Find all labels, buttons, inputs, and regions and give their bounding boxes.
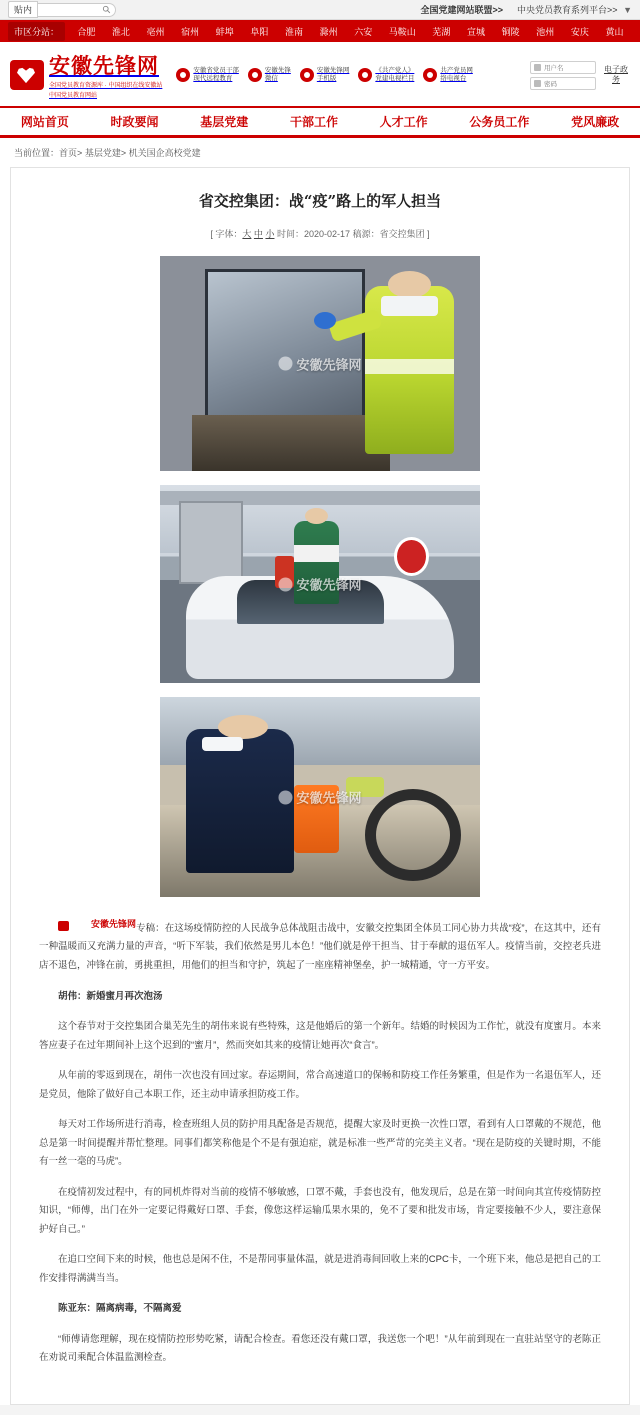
city-link-tongling[interactable]: 铜陵 [501, 26, 520, 37]
red-dot-icon [176, 68, 190, 82]
photo-worker-disinfecting-car-at-toll [160, 485, 480, 683]
watermark [278, 354, 361, 373]
photo-worker-cleaning-bus-interior [160, 697, 480, 897]
channel-1-line-1: 安徽省党员干部 [193, 66, 239, 74]
stop-sign-shape [394, 537, 429, 577]
search-icon [102, 5, 111, 14]
breadcrumb-item-grassroots[interactable]: 基层党建 [84, 148, 121, 159]
font-size-large[interactable]: 大 [242, 229, 252, 240]
channel-1-line-2: 现代远程教育 [193, 75, 233, 83]
city-link-suzhou[interactable]: 宿州 [181, 26, 200, 37]
article-meta [37, 227, 603, 240]
site-name: 安徽先锋网 [49, 53, 159, 78]
breadcrumb [0, 138, 640, 167]
meta-source-value: 省交控集团 [379, 229, 425, 240]
city-link-bozhou[interactable]: 亳州 [146, 26, 165, 37]
site-scope-label[interactable]: 贴内 [8, 1, 38, 18]
watermark-heart-icon [278, 790, 292, 804]
watermark [278, 788, 361, 807]
city-link-huangshan[interactable]: 黄山 [605, 26, 624, 37]
article-subhead-1: 胡伟：新婚蜜月再次泡汤 [58, 990, 163, 1002]
city-link-luan[interactable]: 六安 [354, 26, 373, 37]
article-paragraph-7: “师傅请您理解，现在疫情防控形势吃紧，请配合检查。看您还没有戴口罩，我送您一个吧！”从年前到现在一直驻站坚守的老陈正在劝说司乘配合体温监测检查。 [39, 1333, 601, 1364]
meta-font-prefix: [ 字体： [210, 229, 243, 240]
steering-wheel-shape [365, 789, 461, 881]
site-sub-line-2: 中国党员教育网站 [49, 93, 98, 100]
city-link-chuzhou[interactable]: 滁州 [319, 26, 338, 37]
breadcrumb-sep-1: > [77, 148, 83, 159]
font-size-small[interactable]: 小 [265, 229, 275, 240]
channel-4-line-1: 《共产党人》 [375, 66, 415, 74]
photo-worker-disinfecting-bus-door [160, 256, 480, 471]
meta-source-label: 稿源： [352, 229, 380, 240]
city-link-huaibei[interactable]: 淮北 [111, 26, 130, 37]
nav-item-cadre-work[interactable]: 干部工作 [289, 115, 338, 130]
password-placeholder: 密码 [544, 80, 557, 88]
article-paragraph-1: 专稿：在这场疫情防控的人民战争总体战阻击战中，安徽交控集团全体员工同心协力共战“疫”，在这其中，还有一种温暖而又充满力量的声音，“听下军装，我们依然是男儿本色！”他们就是停干担当、甘于奉献的退伍军人。疫情当前，交控老兵进店不退色，冲锋在前，勇挑重担，用他们的担当和守护，筑起了一座座精神堡垒，护一城精通，守一方平安。 [39, 922, 601, 971]
search-input[interactable] [38, 3, 116, 17]
red-dot-icon [423, 68, 437, 82]
egov-link[interactable]: 电子政务 [604, 65, 628, 85]
channel-5-line-1: 共产党员网 [440, 66, 473, 74]
article-paragraph-3: 从年前的零返到现在，胡伟一次也没有回过家。春运期间，常合高速道口的保畅和防疫工作任务繁重，但是作为一名退伍军人，还是党员，他除了做好自己本职工作，还主动申请承担防疫工作。 [39, 1070, 601, 1100]
article-container [10, 167, 630, 1405]
password-field[interactable] [530, 77, 596, 90]
main-nav [0, 108, 640, 138]
face-mask-shape [202, 737, 244, 751]
watermark-heart-icon [278, 357, 292, 371]
meta-time-label: 时间： [276, 229, 304, 240]
watermark-text: 安徽先锋网 [296, 791, 362, 807]
city-nav-label: 市区分站： [8, 22, 65, 41]
username-placeholder: 用户名 [544, 64, 564, 72]
channel-2-line-2: 微信 [264, 75, 278, 83]
lead-source-badge [58, 917, 136, 935]
bus-dashboard-shape [192, 415, 390, 471]
watermark-text: 安徽先锋网 [296, 358, 362, 374]
nav-item-grassroots[interactable]: 基层党建 [200, 115, 249, 130]
breadcrumb-prefix: 当前位置： [14, 148, 60, 159]
topbar-link-alliance[interactable]: 全国党建网站联盟>> [420, 5, 504, 15]
login-box [530, 61, 630, 90]
lead-badge-text: 安徽先锋网 [91, 920, 137, 931]
city-link-fuyang[interactable]: 阜阳 [250, 26, 269, 37]
bus-windshield-shape [205, 269, 365, 420]
watermark-text: 安徽先锋网 [296, 578, 362, 594]
user-icon [534, 64, 541, 71]
channel-5-line-2: 络电视台 [440, 75, 467, 83]
site-sub-line-1: 全国党员教育资源库 · 中国组织在线安徽站 [49, 83, 163, 89]
red-dot-icon [248, 68, 262, 82]
city-link-wuhu[interactable]: 芜湖 [432, 26, 451, 37]
nav-item-talent-work[interactable]: 人才工作 [379, 115, 428, 130]
channel-3-line-1: 安徽先锋网 [316, 66, 350, 74]
toll-booth-shape [179, 501, 243, 584]
page-title: 省交控集团：战“疫”路上的军人担当 [198, 192, 442, 211]
site-header [0, 42, 640, 108]
channel-2-line-1: 安徽先锋 [264, 66, 291, 74]
site-logo[interactable] [10, 50, 162, 100]
chevron-down-icon: ▼ [623, 5, 632, 15]
breadcrumb-item-category[interactable]: 机关国企高校党建 [128, 148, 201, 159]
breadcrumb-item-home[interactable]: 首页 [59, 148, 78, 159]
utility-topbar [0, 0, 640, 20]
flag-heart-icon [10, 60, 44, 90]
channel-3-line-2: 手机版 [316, 75, 337, 83]
channel-web-tv[interactable] [423, 67, 473, 84]
article-paragraph-lead [39, 917, 601, 975]
article-paragraph-4: 每天对工作场所进行消毒，检查班组人员的防护用具配备是否规范，提醒大家及时更换一次性口罩，看到有人口罩戴的不规范，他总是第一时间提醒并帮忙整理。同事们都笑称他是个不是有强迫症，就是标准一些严苛的完美主义者。“现在是防疫的关键时期，不能有一丝一毫的马虎”。 [39, 1119, 601, 1168]
font-size-medium[interactable]: 中 [253, 229, 263, 240]
city-link-chizhou[interactable]: 池州 [536, 26, 555, 37]
article-paragraph-5: 在疫情初发过程中，有的同机炸得对当前的疫情不够敏感，口罩不戴，手套也没有，他发现后，总是在第一时间向其宣传疫情防控知识，“师傅，出门在外一定要记得戴好口罩、手套，像您这样运输瓜果水果的，免不了要和批发市场，肯定要接触不少人，要注意保护好自己。” [39, 1186, 601, 1235]
meta-suffix: ] [427, 229, 430, 240]
watermark-heart-icon [278, 577, 292, 591]
meta-time-value: 2020-02-17 [304, 229, 351, 240]
city-link-xuancheng[interactable]: 宣城 [467, 26, 486, 37]
breadcrumb-sep-2: > [120, 148, 127, 159]
channel-distance-education[interactable] [176, 67, 239, 84]
red-dot-icon [358, 68, 372, 82]
badge-heart-icon [58, 921, 69, 931]
channel-4-line-2: 党建电视栏目 [375, 75, 415, 83]
red-dot-icon [300, 68, 314, 82]
nav-item-civil-servant[interactable]: 公务员工作 [469, 115, 530, 130]
city-link-huainan[interactable]: 淮南 [284, 26, 303, 37]
worker-vest-shape [294, 545, 339, 563]
topbar-link-platform[interactable] [517, 3, 632, 16]
channel-links [176, 67, 530, 84]
reflective-strip-shape [365, 359, 455, 374]
username-field[interactable] [530, 61, 596, 74]
article-paragraph-6: 在追口空间下来的时候，他也总是闲不住，不是帮同事量体温，就是进消毒间回收上来的CPC卡，一个班下来，他总是把自己的工作安排得满满当当。 [39, 1254, 601, 1284]
channel-tv-program[interactable] [358, 67, 414, 84]
nav-item-home[interactable]: 网站首页 [20, 115, 69, 130]
article-body [37, 911, 603, 1368]
city-link-bengbu[interactable]: 蚌埠 [215, 26, 234, 37]
channel-mobile[interactable] [300, 67, 350, 84]
nav-item-news[interactable]: 时政要闻 [110, 115, 159, 130]
nav-item-party-conduct[interactable]: 党风廉政 [571, 115, 620, 130]
city-nav-items [69, 25, 632, 38]
article-subhead-2: 陈亚东：隔离病毒，不隔离爱 [58, 1303, 182, 1315]
city-link-maanshan[interactable]: 马鞍山 [388, 26, 416, 37]
channel-wechat[interactable] [248, 67, 291, 84]
city-nav [0, 20, 640, 42]
article-paragraph-2: 这个春节对于交控集团合巢芜先生的胡伟来说有些特殊，这是他婚后的第一个新年。结婚的时候因为工作忙，就没有度蜜月。本来答应妻子在过年期间补上这个迟到的“蜜月”，然而突如其来的疫情让她再次“食言”。 [39, 1021, 601, 1051]
city-link-hefei[interactable]: 合肥 [77, 26, 96, 37]
lock-icon [534, 80, 541, 87]
city-link-anqing[interactable]: 安庆 [570, 26, 589, 37]
topbar-link-platform-label: 中央党员教育系列平台>> [517, 5, 618, 15]
watermark [278, 575, 361, 594]
